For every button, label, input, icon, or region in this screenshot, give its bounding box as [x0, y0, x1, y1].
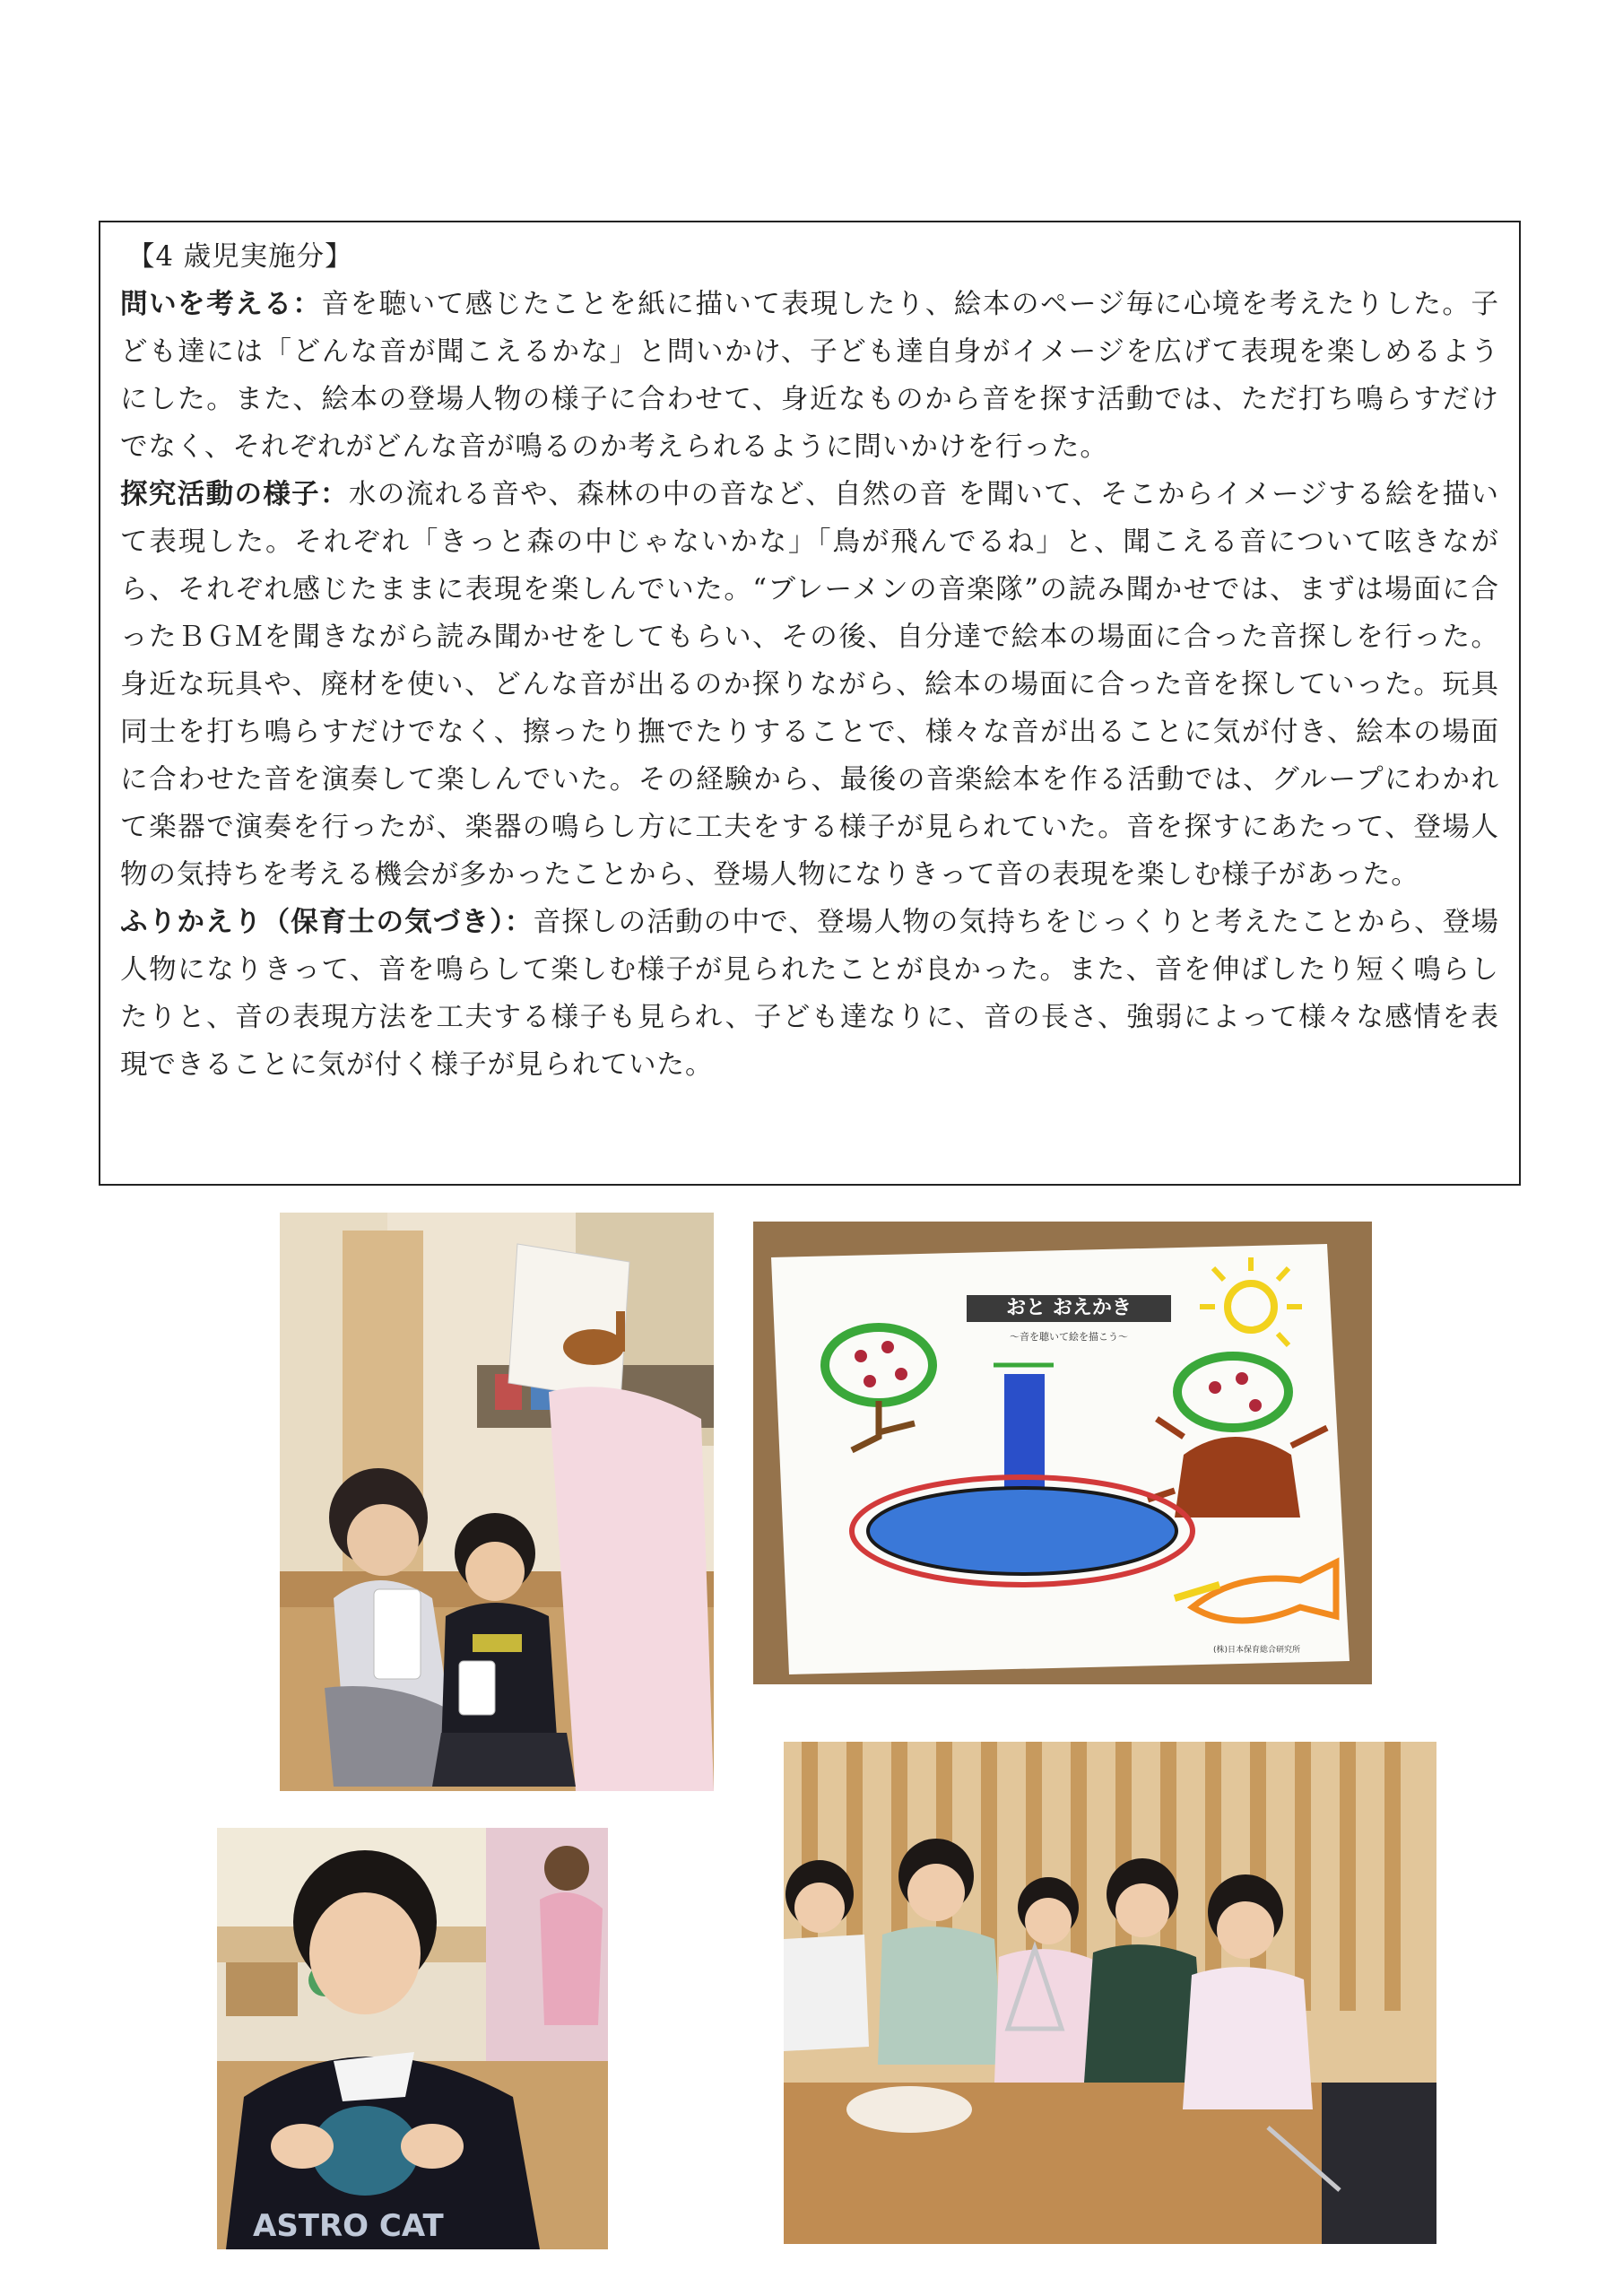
section-reflection — [120, 899, 1499, 1089]
report-box — [99, 221, 1521, 1186]
svg-text:ASTRO CAT: ASTRO CAT — [253, 2208, 444, 2244]
drawing-credit: (株)日本保育総合研究所 — [1212, 1646, 1300, 1655]
section-inquiry — [120, 471, 1499, 899]
report-heading: 【4 歳児実施分】 — [127, 241, 353, 273]
section-question-lead: 問いを考える： — [120, 288, 322, 320]
section-inquiry-body: 水の流れる音や、森林の中の音など、自然の音 を聞いて、そこからイメージする絵を描いて表現した。それぞれ「きっと森の中じゃないかな」「鳥が飛んでるね」と、聞こえる音について呟きながら、それぞれ感じたままに表現を楽しんでいた。“ブレーメンの音楽隊”の読み聞かせでは、まずは場面に合ったＢＧＭを聞きながら読み聞かせをしてもらい、その後、自分達で絵本の場面に合った音探しを行った。身近な玩具や、廃材を使い、どんな音が出るのか探りながら、絵本の場面に合った音を探していった。玩具同士を打ち鳴らすだけでなく、擦ったり撫でたりすることで、様々な音が出ることに気が付き、絵本の場面に合わせた音を演奏して楽しんでいた。その経験から、最後の音楽絵本を作る活動では、グループにわかれて楽器で演奏を行ったが、楽器の鳴らし方に工夫をする様子が見られていた。音を探すにあたって、登場人物の気持ちを考える機会が多かったことから、登場人物になりきって音の表現を楽しむ様子があった。 — [120, 479, 1499, 891]
drawing-subtitle: 〜音を聴いて絵を描こう〜 — [1010, 1331, 1128, 1343]
section-inquiry-lead: 探究活動の様子： — [120, 478, 349, 510]
drawing-title: おと おえかき — [1006, 1297, 1132, 1319]
section-question-body: 音を聴いて感じたことを紙に描いて表現したり、絵本のページ毎に心境を考えたりした。子ども達には「どんな音が聞こえるかな」と問いかけ、子ども達自身がイメージを広げて表現を楽しめるようにした。また、絵本の登場人物の様子に合わせて、身近なものから音を探す活動では、ただ打ち鳴らすだけでなく、それぞれがどんな音が鳴るのか考えられるように問いかけを行った。 — [120, 289, 1500, 463]
section-reflection-body: 音探しの活動の中で、登場人物の気持ちをじっくりと考えたことから、登場人物になりきって、音を鳴らして楽しむ様子が見られたことが良かった。また、音を伸ばしたり短く鳴らしたりと、音の表現方法を工夫する様子も見られ、子ども達なりに、音の長さ、強弱によって様々な感情を表現できることに気が付く様子が見られていた。 — [120, 907, 1500, 1081]
photo-group-with-instruments — [784, 1742, 1436, 2244]
photo-crayon-drawing — [753, 1222, 1372, 1684]
photo-children-with-cups — [280, 1213, 714, 1791]
photo-boy-with-castanet — [217, 1828, 608, 2249]
section-reflection-lead: ふりかえり（保育士の気づき）： — [120, 906, 534, 938]
section-question — [120, 281, 1499, 471]
